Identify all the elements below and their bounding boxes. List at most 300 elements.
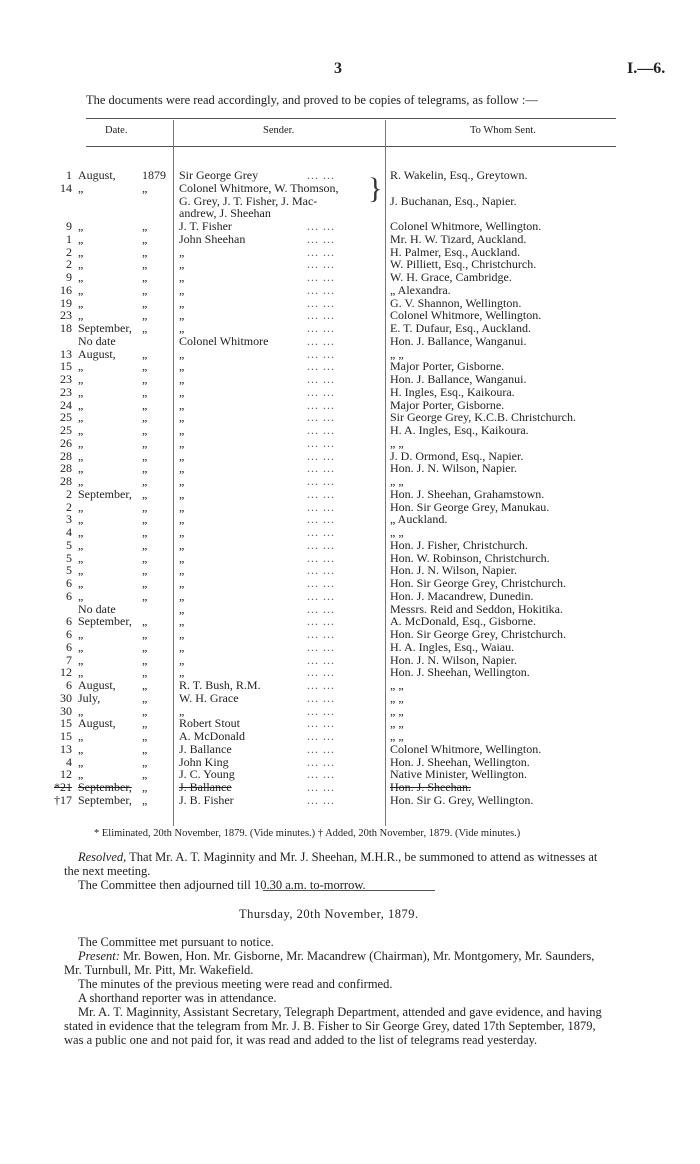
date-month: August,: [78, 346, 116, 361]
page-code: I.—6.: [627, 60, 666, 77]
sender-cell: J. T. Fisher: [179, 219, 232, 233]
date-month: „: [78, 448, 84, 463]
table-row: [0, 692, 700, 705]
leader-dots: ... ...: [307, 754, 335, 769]
table-row: [0, 552, 700, 565]
date-year: „: [142, 257, 148, 272]
date-year: „: [142, 741, 148, 756]
resolved-label: Resolved,: [78, 850, 127, 864]
date-day: 3: [66, 512, 72, 527]
leader-dots: ... ...: [307, 665, 335, 680]
table-row: [0, 679, 700, 692]
table-row: [0, 577, 700, 590]
recipient-cell: „ „: [390, 435, 404, 450]
leader-dots: ... ...: [307, 652, 335, 667]
recipient-cell: H. Palmer, Esq., Auckland.: [390, 244, 521, 259]
date-day: 9: [66, 219, 72, 233]
recipient-cell: Messrs. Reid and Seddon, Hokitika.: [390, 601, 563, 616]
sender-cell: John King: [179, 754, 229, 769]
table-row: [0, 462, 700, 475]
table-row: [0, 450, 700, 463]
date-year: „: [142, 754, 148, 769]
date-day: 4: [66, 525, 72, 539]
sender-cell: „: [179, 448, 185, 463]
leader-dots: ... ...: [307, 372, 335, 386]
table-row: [0, 730, 700, 743]
table-row: [0, 411, 700, 424]
date-month: August,: [78, 716, 116, 731]
date-month: „: [78, 588, 84, 603]
recipient-cell: J. Buchanan, Esq., Napier.: [390, 193, 517, 208]
recipient-cell: Hon. J. Sheehan, Grahamstown.: [390, 486, 545, 501]
sender-cell: „: [179, 601, 185, 616]
date-year: „: [142, 550, 148, 565]
table-row: [0, 233, 700, 246]
table-row: [0, 373, 700, 386]
sender-cell: „: [179, 423, 185, 437]
table-row: [0, 195, 700, 208]
date-year: „: [142, 678, 148, 692]
date-year: „: [142, 295, 148, 310]
page-number: 3: [334, 60, 342, 77]
date-day: 6: [66, 627, 72, 641]
date-month: „: [78, 767, 84, 782]
date-day: 2: [66, 499, 72, 514]
leader-dots: ... ...: [307, 576, 335, 590]
recipient-cell: H. A. Ingles, Esq., Waiau.: [390, 639, 515, 654]
leader-dots: ... ...: [307, 270, 335, 284]
leader-dots: ... ...: [307, 282, 335, 297]
table-row: [0, 743, 700, 756]
leader-dots: ... ...: [307, 525, 335, 539]
leader-dots: ... ...: [307, 780, 335, 794]
date-day: †17: [54, 792, 72, 807]
leader-dots: ... ...: [307, 792, 335, 807]
leader-dots: ... ...: [307, 384, 335, 399]
sender-cell: „: [179, 703, 185, 718]
date-year: „: [142, 384, 148, 399]
date-day: 2: [66, 257, 72, 272]
recipient-cell: Hon. J. Sheehan.: [390, 780, 471, 794]
present-label: Present:: [78, 949, 120, 963]
date-day: 2: [66, 486, 72, 501]
date-day: 12: [60, 767, 72, 782]
recipient-cell: J. D. Ormond, Esq., Napier.: [390, 448, 524, 463]
date-day: 7: [66, 652, 72, 667]
date-day: 24: [60, 397, 72, 412]
sender-cell: „: [179, 563, 185, 578]
sender-cell: A. McDonald: [179, 729, 245, 743]
date-month: No date: [78, 333, 116, 348]
table-row: [0, 513, 700, 526]
date-year: „: [142, 537, 148, 552]
table-row: [0, 348, 700, 361]
date-day: 28: [60, 474, 72, 488]
maginnity-paragraph: Mr. A. T. Maginnity, Assistant Secretary, Telegraph Department, attended and gave evidence, and having stated in evidence that the telegram from Mr. J. B. Fisher to Sir George Grey, dated 17th September, 1879, was a public one and not paid for, it was read and added to the list of telegrams read yesterday.: [64, 1005, 602, 1047]
recipient-cell: Hon. J. Sheehan, Wellington.: [390, 754, 530, 769]
date-year: „: [142, 652, 148, 667]
sender-cell: J. C. Young: [179, 767, 235, 782]
recipient-cell: Hon. J. Ballance, Wanganui.: [390, 372, 527, 386]
leader-dots: ... ...: [307, 231, 335, 246]
sender-cell: „: [179, 576, 185, 590]
resolved-text: That Mr. A. T. Maginnity and Mr. J. Sheehan, M.H.R., be summoned to attend as witnesses at the next meeting.: [64, 850, 598, 878]
recipient-cell: E. T. Dufaur, Esq., Auckland.: [390, 321, 532, 335]
date-year: „: [142, 639, 148, 654]
date-year: „: [142, 219, 148, 233]
recipient-cell: „ „: [390, 678, 404, 692]
date-month: „: [78, 474, 84, 488]
table-row: [0, 488, 700, 501]
date-year: „: [142, 588, 148, 603]
date-month: „: [78, 282, 84, 297]
leader-dots: ... ...: [307, 448, 335, 463]
date-month: „: [78, 563, 84, 578]
date-month: „: [78, 754, 84, 769]
leader-dots: ... ...: [307, 614, 335, 629]
recipient-cell: Mr. H. W. Tizard, Auckland.: [390, 231, 527, 246]
table-row: [0, 564, 700, 577]
sender-cell: andrew, J. Sheehan: [179, 206, 271, 221]
recipient-cell: Major Porter, Gisborne.: [390, 397, 505, 412]
table-row: [0, 526, 700, 539]
sender-cell: „: [179, 244, 185, 259]
leader-dots: ... ...: [307, 257, 335, 272]
date-year: „: [142, 512, 148, 527]
table-row: [0, 424, 700, 437]
date-month: „: [78, 180, 84, 195]
date-day: 2: [66, 244, 72, 259]
sender-cell: „: [179, 665, 185, 680]
thursday-heading: Thursday, 20th November, 1879.: [239, 907, 419, 921]
leader-dots: ... ...: [307, 435, 335, 450]
date-month: „: [78, 295, 84, 310]
leader-dots: ... ...: [307, 690, 335, 705]
recipient-cell: Hon. J. N. Wilson, Napier.: [390, 461, 517, 476]
present-paragraph: [64, 949, 614, 977]
date-month: „: [78, 550, 84, 565]
leader-dots: ... ...: [307, 767, 335, 782]
leader-dots: ... ...: [307, 486, 335, 501]
table-row: [0, 654, 700, 667]
date-month: „: [78, 512, 84, 527]
sender-cell: „: [179, 397, 185, 412]
date-month: „: [78, 435, 84, 450]
date-month: No date: [78, 601, 116, 616]
sender-cell: „: [179, 512, 185, 527]
date-month: „: [78, 499, 84, 514]
leader-dots: ... ...: [307, 729, 335, 743]
recipient-cell: Hon. Sir George Grey, Christchurch.: [390, 627, 566, 641]
date-month: „: [78, 627, 84, 641]
recipient-cell: Hon. J. Sheehan, Wellington.: [390, 665, 530, 680]
sender-cell: „: [179, 359, 185, 374]
leader-dots: ... ...: [307, 333, 335, 348]
date-day: 26: [60, 435, 72, 450]
recipient-cell: W. H. Grace, Cambridge.: [390, 270, 512, 284]
date-day: 18: [60, 321, 72, 335]
leader-dots: ... ...: [307, 703, 335, 718]
leader-dots: ... ...: [307, 639, 335, 654]
date-month: „: [78, 244, 84, 259]
recipient-cell: Sir George Grey, K.C.B. Christchurch.: [390, 410, 576, 425]
sender-cell: „: [179, 321, 185, 335]
sender-cell: J. Ballance: [179, 780, 232, 794]
sender-cell: G. Grey, J. T. Fisher, J. Mac-: [179, 193, 318, 208]
leader-dots: ... ...: [307, 461, 335, 476]
date-day: 1: [66, 168, 72, 182]
recipient-cell: H. Ingles, Esq., Kaikoura.: [390, 384, 515, 399]
date-day: 30: [60, 703, 72, 718]
date-day: 23: [60, 308, 72, 323]
date-month: „: [78, 741, 84, 756]
date-year: „: [142, 372, 148, 386]
recipient-cell: W. Pilliett, Esq., Christchurch.: [390, 257, 537, 272]
table-row: [0, 182, 700, 195]
adjourned-paragraph: The Committee then adjourned till 10.30 a.m. to-morrow.: [78, 878, 366, 892]
recipient-cell: „ „: [390, 525, 404, 539]
date-month: September,: [78, 614, 132, 629]
recipient-cell: „ Alexandra.: [390, 282, 451, 297]
leader-dots: ... ...: [307, 244, 335, 259]
date-day: 5: [66, 537, 72, 552]
sender-cell: „: [179, 435, 185, 450]
date-day: 9: [66, 270, 72, 284]
date-day: 6: [66, 678, 72, 692]
date-month: „: [78, 397, 84, 412]
intro-text: The documents were read accordingly, and proved to be copies of telegrams, as follow :—: [86, 93, 538, 107]
date-month: „: [78, 257, 84, 272]
table-row: [0, 335, 700, 348]
table-row: [0, 475, 700, 488]
table-row: [0, 641, 700, 654]
sender-cell: „: [179, 614, 185, 629]
date-month: „: [78, 665, 84, 680]
sender-cell: „: [179, 346, 185, 361]
leader-dots: ... ...: [307, 588, 335, 603]
date-year: „: [142, 486, 148, 501]
date-month: „: [78, 729, 84, 743]
date-year: „: [142, 792, 148, 807]
date-day: 6: [66, 639, 72, 654]
date-year: „: [142, 397, 148, 412]
date-month: July,: [78, 690, 101, 705]
sender-cell: „: [179, 627, 185, 641]
sender-cell: „: [179, 308, 185, 323]
sender-cell: Colonel Whitmore, W. Thomson,: [179, 180, 339, 195]
leader-dots: ... ...: [307, 321, 335, 335]
sender-cell: W. H. Grace: [179, 690, 239, 705]
date-month: „: [78, 219, 84, 233]
table-top-rule: [86, 118, 616, 119]
date-day: 4: [66, 754, 72, 769]
date-month: „: [78, 703, 84, 718]
sender-cell: J. B. Fisher: [179, 792, 234, 807]
date-day: 14: [60, 180, 72, 195]
date-month: „: [78, 652, 84, 667]
sender-cell: R. T. Bush, R.M.: [179, 678, 261, 692]
date-day: 15: [60, 716, 72, 731]
recipient-cell: „ „: [390, 346, 404, 361]
section-divider: [263, 890, 435, 891]
sender-cell: „: [179, 461, 185, 476]
recipient-cell: Colonel Whitmore, Wellington.: [390, 219, 542, 233]
leader-dots: ... ...: [307, 308, 335, 323]
sender-cell: „: [179, 384, 185, 399]
recipient-cell: Colonel Whitmore, Wellington.: [390, 308, 542, 323]
recipient-cell: Hon. J. N. Wilson, Napier.: [390, 652, 517, 667]
header-date: Date.: [105, 125, 128, 136]
date-day: 13: [60, 741, 72, 756]
leader-dots: ... ...: [307, 563, 335, 578]
date-year: „: [142, 474, 148, 488]
leader-dots: ... ...: [307, 716, 335, 731]
date-year: „: [142, 359, 148, 374]
recipient-cell: Native Minister, Wellington.: [390, 767, 527, 782]
date-day: 19: [60, 295, 72, 310]
leader-dots: ... ...: [307, 295, 335, 310]
header-sender: Sender.: [263, 125, 295, 136]
table-row: [0, 220, 700, 233]
table-row: [0, 717, 700, 730]
header-to-whom: To Whom Sent.: [470, 125, 536, 136]
date-year: „: [142, 231, 148, 246]
sender-cell: „: [179, 270, 185, 284]
sender-cell: Sir George Grey: [179, 168, 259, 182]
table-row: [0, 794, 700, 807]
date-day: 23: [60, 384, 72, 399]
sender-cell: „: [179, 588, 185, 603]
date-month: „: [78, 372, 84, 386]
date-month: „: [78, 410, 84, 425]
date-day: 5: [66, 550, 72, 565]
sender-cell: „: [179, 257, 185, 272]
table-row: [0, 628, 700, 641]
date-year: 1879: [142, 168, 166, 182]
sender-cell: Robert Stout: [179, 716, 241, 731]
date-year: „: [142, 767, 148, 782]
date-day: 6: [66, 588, 72, 603]
leader-dots: ... ...: [307, 601, 335, 616]
date-month: September,: [78, 780, 132, 794]
recipient-cell: „ „: [390, 690, 404, 705]
table-row: [0, 756, 700, 769]
date-year: „: [142, 461, 148, 476]
date-month: September,: [78, 792, 132, 807]
sender-cell: „: [179, 537, 185, 552]
date-year: „: [142, 703, 148, 718]
sender-cell: Colonel Whitmore: [179, 333, 269, 348]
date-year: „: [142, 410, 148, 425]
table-row: [0, 437, 700, 450]
recipient-cell: Colonel Whitmore, Wellington.: [390, 741, 542, 756]
recipient-cell: Hon. J. Ballance, Wanganui.: [390, 333, 527, 348]
leader-dots: ... ...: [307, 397, 335, 412]
leader-dots: ... ...: [307, 537, 335, 552]
date-month: „: [78, 461, 84, 476]
date-month: „: [78, 308, 84, 323]
shorthand-paragraph: A shorthand reporter was in attendance.: [78, 991, 277, 1005]
date-year: „: [142, 627, 148, 641]
sender-cell: „: [179, 474, 185, 488]
recipient-cell: „ „: [390, 716, 404, 731]
leader-dots: ... ...: [307, 423, 335, 437]
table-row: [0, 590, 700, 603]
leader-dots: ... ...: [307, 741, 335, 756]
sender-cell: John Sheehan: [179, 231, 246, 246]
date-year: „: [142, 321, 148, 335]
leader-dots: ... ...: [307, 346, 335, 361]
date-year: „: [142, 270, 148, 284]
date-day: 30: [60, 690, 72, 705]
recipient-cell: G. V. Shannon, Wellington.: [390, 295, 522, 310]
leader-dots: ... ...: [307, 359, 335, 374]
table-row: [0, 297, 700, 310]
date-month: „: [78, 359, 84, 374]
date-month: „: [78, 384, 84, 399]
date-day: *21: [54, 780, 72, 794]
date-day: 23: [60, 372, 72, 386]
brace: }: [368, 172, 383, 205]
date-month: August,: [78, 168, 116, 182]
date-day: 5: [66, 563, 72, 578]
date-day: 16: [60, 282, 72, 297]
sender-cell: „: [179, 295, 185, 310]
table-row: [0, 386, 700, 399]
date-month: August,: [78, 678, 116, 692]
date-day: 15: [60, 729, 72, 743]
date-year: „: [142, 448, 148, 463]
table-row: [0, 271, 700, 284]
met-paragraph: The Committee met pursuant to notice.: [78, 935, 274, 949]
table-row: [0, 399, 700, 412]
table-row: [0, 360, 700, 373]
telegram-table: [0, 169, 700, 807]
date-year: „: [142, 435, 148, 450]
date-month: „: [78, 537, 84, 552]
recipient-cell: Hon. Sir George Grey, Christchurch.: [390, 576, 566, 590]
date-month: „: [78, 525, 84, 539]
date-year: „: [142, 244, 148, 259]
table-row: [0, 781, 700, 794]
present-text: Mr. Bowen, Hon. Mr. Gisborne, Mr. Macandrew (Chairman), Mr. Montgomery, Mr. Saunders, Mr. Turnbull, Mr. Pitt, Mr. Wakefield.: [64, 949, 595, 977]
date-year: „: [142, 665, 148, 680]
date-year: „: [142, 423, 148, 437]
sender-cell: J. Ballance: [179, 741, 232, 756]
recipient-cell: R. Wakelin, Esq., Greytown.: [390, 168, 528, 182]
minutes-paragraph: The minutes of the previous meeting were read and confirmed.: [78, 977, 393, 991]
date-month: September,: [78, 486, 132, 501]
leader-dots: ... ...: [307, 627, 335, 641]
table-header-rule: [86, 146, 616, 147]
date-year: „: [142, 690, 148, 705]
date-day: 1: [66, 231, 72, 246]
sender-cell: „: [179, 410, 185, 425]
recipient-cell: Hon. W. Robinson, Christchurch.: [390, 550, 550, 565]
date-month: „: [78, 270, 84, 284]
recipient-cell: „ „: [390, 474, 404, 488]
table-row: [0, 207, 700, 220]
date-year: „: [142, 614, 148, 629]
date-day: 28: [60, 461, 72, 476]
date-day: 15: [60, 359, 72, 374]
date-year: „: [142, 282, 148, 297]
date-day: 13: [60, 346, 72, 361]
date-year: „: [142, 576, 148, 590]
table-row: [0, 615, 700, 628]
date-month: „: [78, 639, 84, 654]
date-year: „: [142, 525, 148, 539]
